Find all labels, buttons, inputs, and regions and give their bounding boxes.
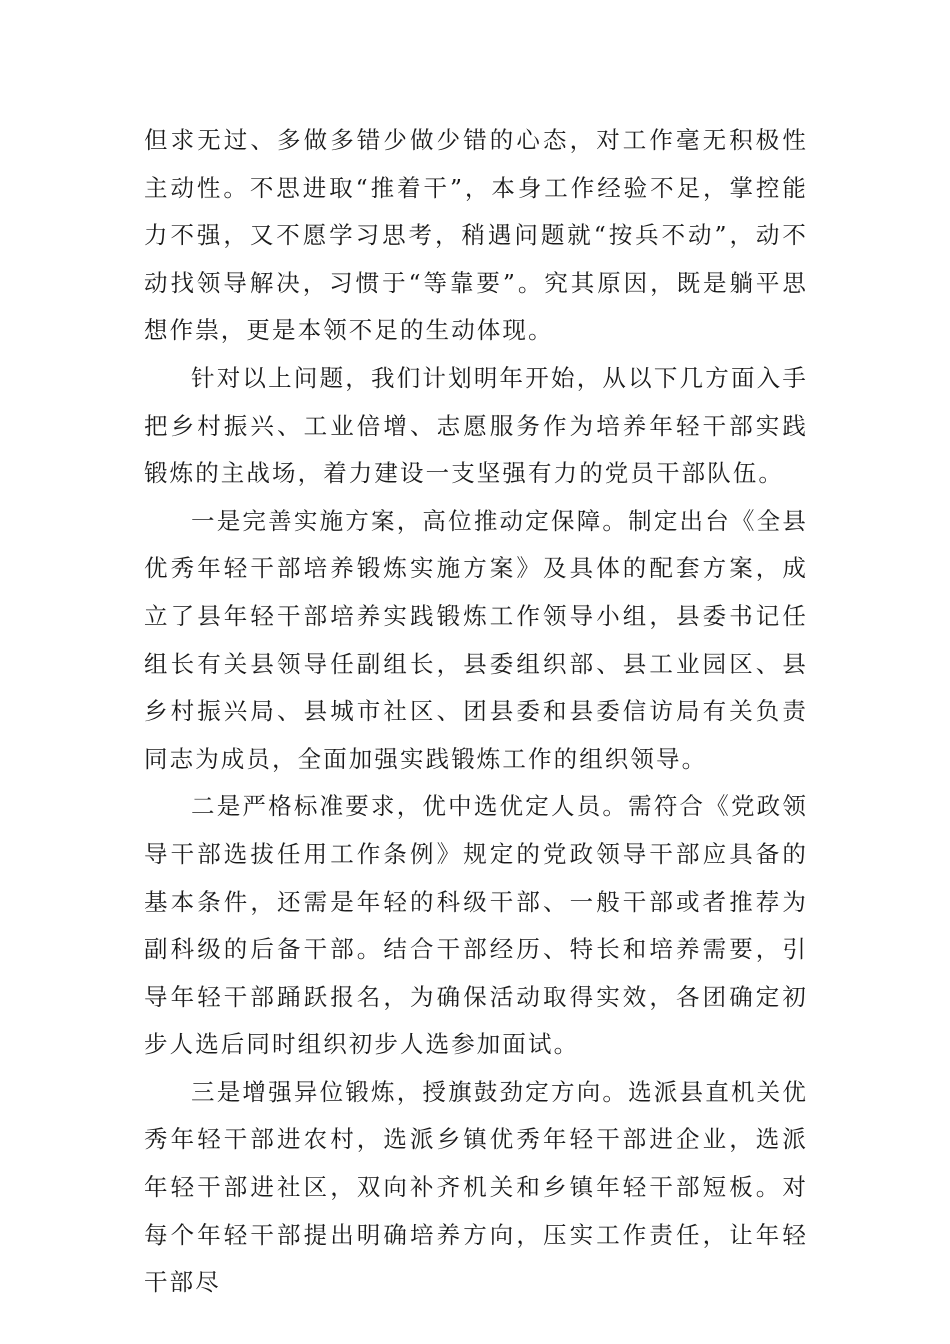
paragraph-point-one: 一是完善实施方案，高位推动定保障。制定出台《全县优秀年轻干部培养锻炼实施方案》及具体的配套方案，成立了县年轻干部培养实践锻炼工作领导小组，县委书记任组长有关县领导任副组长，县委组织部、县工业园区、县乡村振兴局、县城市社区、团县委和县委信访局有关负责同志为成员，全面加强实践锻炼工作的组织领导。 bbox=[144, 506, 808, 773]
paragraph-continuation: 但求无过、多做多错少做少错的心态，对工作毫无积极性主动性。不思进取“推着干”，本身工作经验不足，掌控能力不强，又不愿学习思考，稍遇问题就“按兵不动”，动不动找领导解决，习惯于“等靠要”。究其原因，既是躺平思想作祟，更是本领不足的生动体现。 bbox=[144, 126, 808, 345]
paragraph-point-three: 三是增强异位锻炼，授旗鼓劲定方向。选派县直机关优秀年轻干部进农村，选派乡镇优秀年轻干部进企业，选派年轻干部进社区，双向补齐机关和乡镇年轻干部短板。对每个年轻干部提出明确培养方向，压实工作责任，让年轻干部尽 bbox=[144, 1077, 808, 1297]
document-body bbox=[144, 117, 808, 1307]
paragraph-plan-intro: 针对以上问题，我们计划明年开始，从以下几方面入手把乡村振兴、工业倍增、志愿服务作为培养年轻干部实践锻炼的主战场，着力建设一支坚强有力的党员干部队伍。 bbox=[144, 363, 808, 488]
paragraph-point-two: 二是严格标准要求，优中选优定人员。需符合《党政领导干部选拔任用工作条例》规定的党政领导干部应具备的基本条件，还需是年轻的科级干部、一般干部或者推荐为副科级的后备干部。结合干部经历、特长和培养需要，引导年轻干部踊跃报名，为确保活动取得实效，各团确定初步人选后同时组织初步人选参加面试。 bbox=[144, 792, 808, 1059]
